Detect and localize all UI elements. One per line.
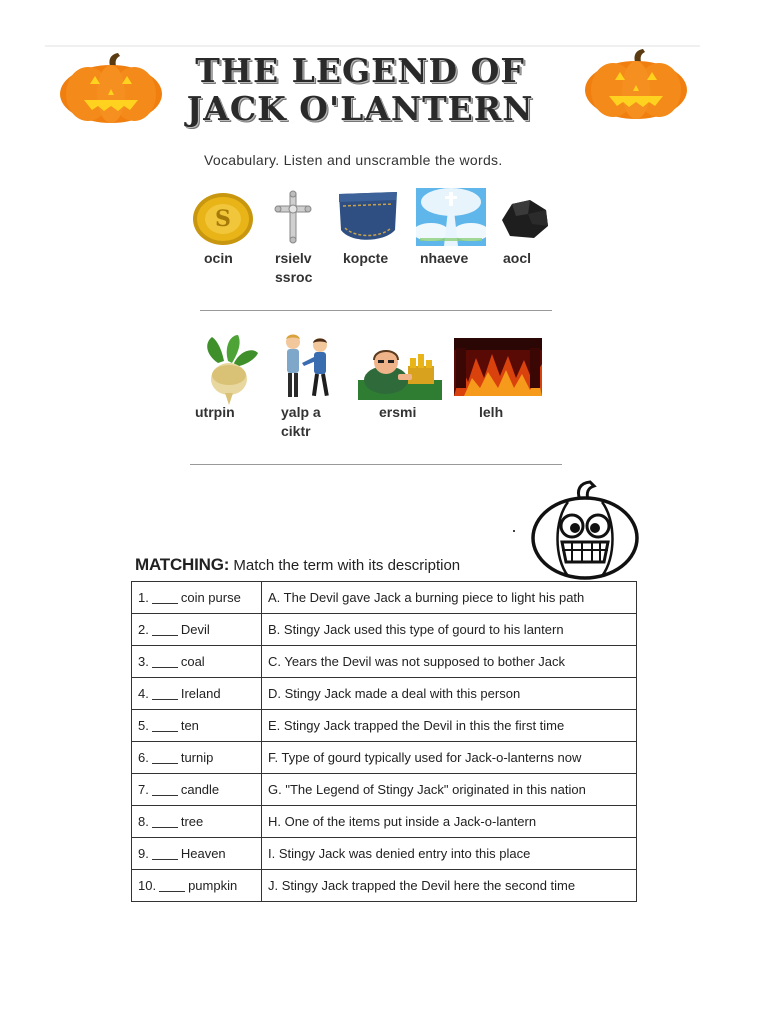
term-text: Ireland <box>180 686 221 701</box>
item-number: 7. <box>138 782 149 797</box>
jack-o-lantern-icon <box>583 48 689 120</box>
table-row <box>132 678 637 710</box>
term-text: coin purse <box>180 590 241 605</box>
section-divider <box>200 310 552 311</box>
vocab-word: nhaeve <box>420 250 469 266</box>
term-cell <box>132 774 262 806</box>
vocab-word-line: ssroc <box>275 269 313 285</box>
item-number: 1. <box>138 590 149 605</box>
item-number: 10. <box>138 878 157 893</box>
table-row <box>132 582 637 614</box>
table-row <box>132 870 637 902</box>
term-cell <box>132 870 262 902</box>
answer-blank[interactable] <box>159 891 185 892</box>
item-number: 3. <box>138 654 149 669</box>
term-text: Heaven <box>180 846 226 861</box>
vocab-word: ersmi <box>379 404 417 420</box>
description-cell: G. "The Legend of Stingy Jack" originated in this nation <box>262 774 637 806</box>
description-cell: J. Stingy Jack trapped the Devil here the second time <box>262 870 637 902</box>
matching-label: MATCHING: <box>135 555 230 574</box>
vocab-word-line: rsielv <box>275 250 312 266</box>
svg-text:S: S <box>215 206 231 232</box>
term-cell <box>132 614 262 646</box>
table-row <box>132 646 637 678</box>
term-cell <box>132 806 262 838</box>
vocab-word <box>281 403 321 441</box>
answer-blank[interactable] <box>152 859 178 860</box>
item-number: 2. <box>138 622 149 637</box>
item-number: 4. <box>138 686 149 701</box>
answer-blank[interactable] <box>152 763 178 764</box>
term-text: turnip <box>180 750 214 765</box>
vocab-word <box>275 249 312 287</box>
term-text: tree <box>180 814 204 829</box>
table-row <box>132 838 637 870</box>
coin-icon <box>192 192 254 246</box>
vocab-word-line: yalp a <box>281 404 321 420</box>
item-number: 5. <box>138 718 149 733</box>
coal-icon <box>498 198 550 240</box>
term-cell <box>132 710 262 742</box>
term-text: candle <box>180 782 220 797</box>
vocab-word: utrpin <box>195 404 235 420</box>
answer-blank[interactable] <box>152 795 178 796</box>
cartoon-pumpkin-icon <box>528 480 642 582</box>
vocab-word: lelh <box>479 404 504 420</box>
miser-icon <box>358 340 442 400</box>
hell-icon <box>454 338 542 396</box>
vocab-word: ocin <box>204 250 233 266</box>
page-title <box>160 52 560 128</box>
description-cell: H. One of the items put inside a Jack-o-lantern <box>262 806 637 838</box>
description-cell: F. Type of gourd typically used for Jack-o-lanterns now <box>262 742 637 774</box>
description-cell: E. Stingy Jack trapped the Devil in this the first time <box>262 710 637 742</box>
cross-icon <box>274 190 312 244</box>
term-cell <box>132 742 262 774</box>
trick-icon <box>276 333 338 401</box>
top-divider <box>45 45 700 47</box>
pocket-icon <box>333 190 401 246</box>
section-divider <box>190 464 562 465</box>
answer-blank[interactable] <box>152 699 178 700</box>
title-line-1: THE LEGEND OF <box>195 51 525 90</box>
table-row <box>132 614 637 646</box>
item-number: 9. <box>138 846 149 861</box>
term-cell <box>132 646 262 678</box>
instructions: Vocabulary. Listen and unscramble the words. <box>204 152 503 168</box>
answer-blank[interactable] <box>152 731 178 732</box>
description-cell: C. Years the Devil was not supposed to bother Jack <box>262 646 637 678</box>
term-text: Devil <box>180 622 210 637</box>
answer-blank[interactable] <box>152 635 178 636</box>
matching-table-body <box>132 582 637 902</box>
term-cell <box>132 838 262 870</box>
stray-mark <box>513 530 515 532</box>
table-row <box>132 806 637 838</box>
description-cell: B. Stingy Jack used this type of gourd to his lantern <box>262 614 637 646</box>
description-cell: A. The Devil gave Jack a burning piece to light his path <box>262 582 637 614</box>
table-row <box>132 742 637 774</box>
description-cell: D. Stingy Jack made a deal with this person <box>262 678 637 710</box>
table-row <box>132 774 637 806</box>
vocab-word: aocl <box>503 250 532 266</box>
description-cell: I. Stingy Jack was denied entry into this place <box>262 838 637 870</box>
item-number: 6. <box>138 750 149 765</box>
term-text: coal <box>180 654 205 669</box>
jack-o-lantern-icon <box>58 52 164 124</box>
answer-blank[interactable] <box>152 667 178 668</box>
term-text: ten <box>180 718 199 733</box>
answer-blank[interactable] <box>152 827 178 828</box>
matching-table <box>131 581 637 902</box>
term-cell <box>132 582 262 614</box>
answer-blank[interactable] <box>152 603 178 604</box>
vocab-word-line: ciktr <box>281 423 311 439</box>
title-line-2: JACK O'LANTERN <box>186 89 534 128</box>
matching-heading <box>135 555 460 575</box>
item-number: 8. <box>138 814 149 829</box>
matching-subheading: Match the term with its description <box>233 557 461 574</box>
term-text: pumpkin <box>188 878 238 893</box>
term-cell <box>132 678 262 710</box>
vocab-word: kopcte <box>343 250 389 266</box>
heaven-icon <box>416 188 486 246</box>
table-row <box>132 710 637 742</box>
turnip-icon <box>200 333 260 405</box>
